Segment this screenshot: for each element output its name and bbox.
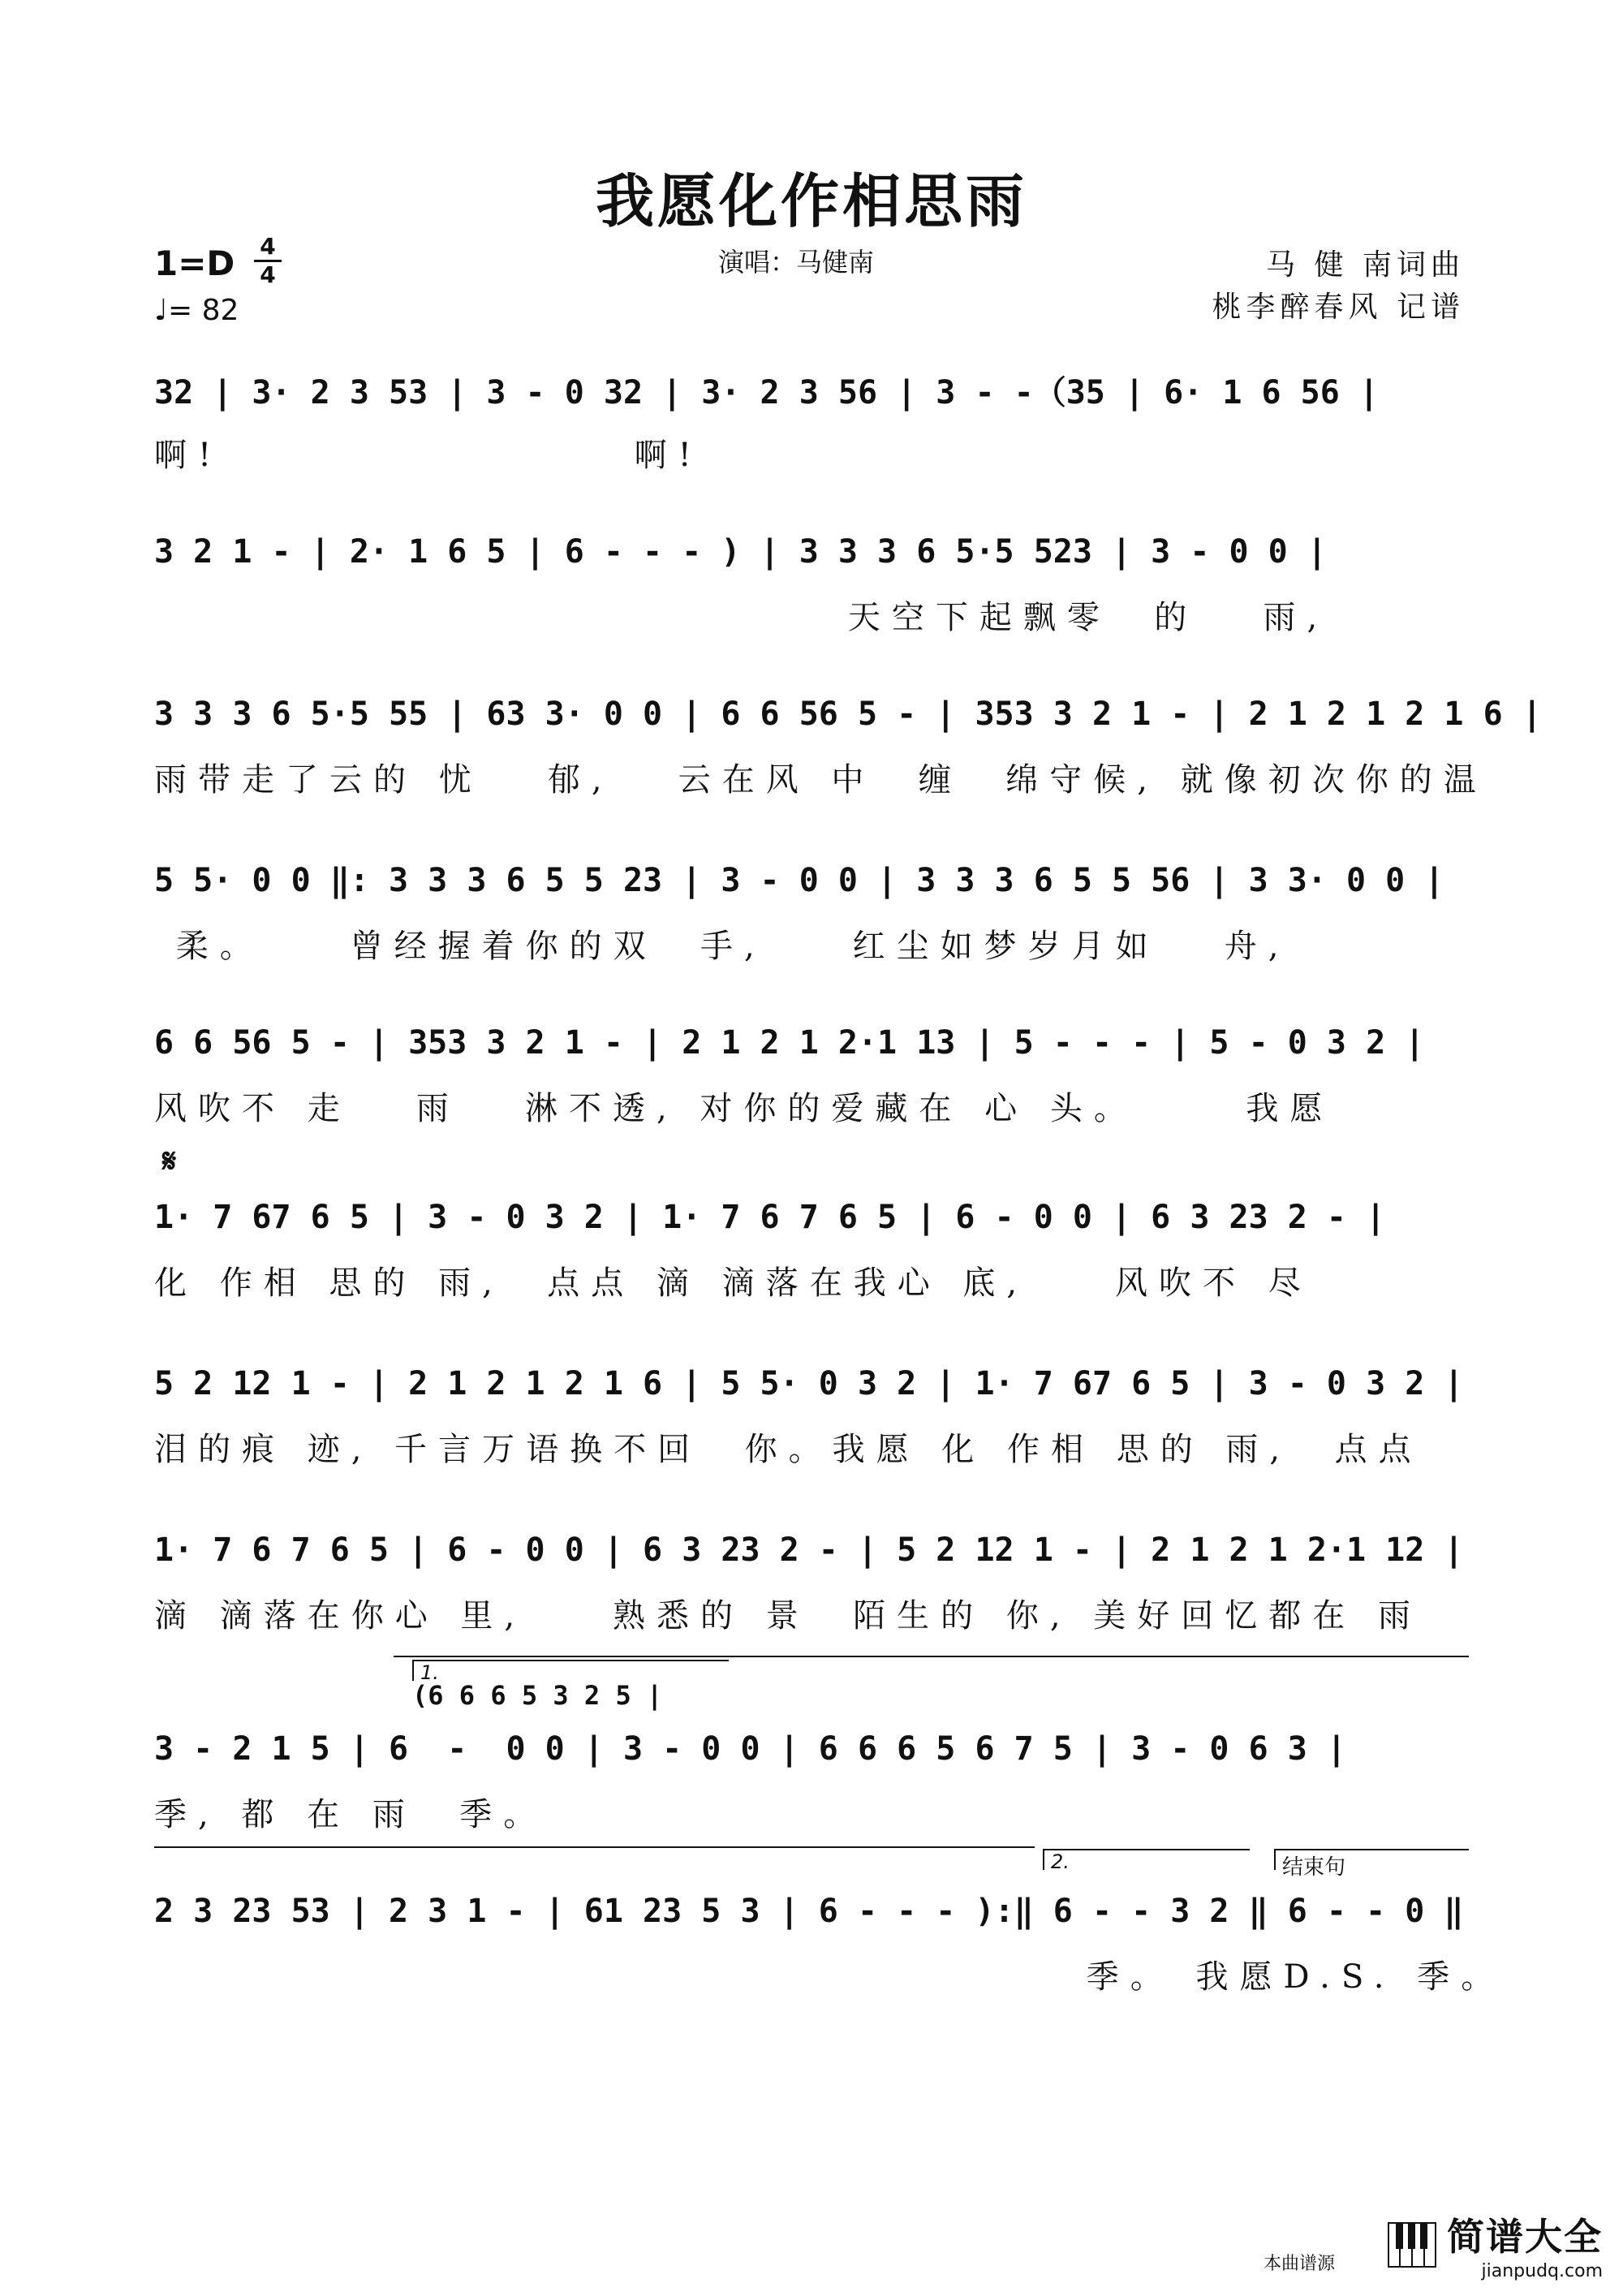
notes-row-6: 1· 7 67 6 5 | 3 - 0 3 2 | 1· 7 6 7 6 5 | 6 - 0 0 | 6 3 23 2 - | bbox=[154, 1199, 1386, 1236]
second-ending-label: 2. bbox=[1043, 1849, 1250, 1870]
lyrics-row-2: 天空下起飘零 的 雨, bbox=[154, 599, 1329, 636]
time-signature bbox=[254, 235, 282, 286]
transcriber-credit: 桃李醉春风 记谱 bbox=[1212, 291, 1465, 324]
notes-row-10: 2 3 23 53 | 2 3 1 - | 61 23 5 3 | 6 - - - ):‖ 6 - - 3 2 ‖ 6 - - 0 ‖ bbox=[154, 1893, 1464, 1930]
lyrics-row-10: 季。 我愿D.S. 季。 bbox=[154, 1958, 1505, 1996]
first-ending-label: 1. bbox=[412, 1660, 729, 1681]
notes-row-1: 32 | 3· 2 3 53 | 3 - 0 32 | 3· 2 3 56 | 3 - -（35 | 6· 1 6 56 | bbox=[154, 373, 1380, 411]
time-top: 4 bbox=[260, 233, 276, 260]
first-ending-bracket bbox=[394, 1656, 1469, 1657]
repeat-bracket bbox=[154, 1846, 1035, 1848]
notes-row-5: 6 6 56 5 - | 353 3 2 1 - | 2 1 2 1 2·1 13 | 5 - - - | 5 - 0 3 2 | bbox=[154, 1024, 1425, 1062]
watermark-brand: 简谱大全 bbox=[1447, 2215, 1603, 2259]
lyrics-row-8: 滴 滴落在你心 里, 熟悉的 景 陌生的 你, 美好回忆都在 雨 bbox=[154, 1597, 1423, 1635]
watermark bbox=[1263, 2208, 1603, 2281]
key-signature: 1=D bbox=[154, 243, 235, 283]
segno-icon: 𝄋 bbox=[162, 1143, 177, 1180]
tempo-marking: ♩= 82 bbox=[154, 294, 239, 327]
lyrics-row-1: 啊! 啊! bbox=[154, 437, 703, 474]
lyrics-row-7: 泪的痕 迹, 千言万语换不回 你。我愿 化 作相 思的 雨, 点点 bbox=[154, 1431, 1423, 1468]
lyrics-row-3: 雨带走了云的 忧 郁, 云在风 中 缠 绵守候, 就像初次你的温 bbox=[154, 761, 1487, 799]
lyrics-row-4: 柔。 曾经握着你的双 手, 红尘如梦岁月如 舟, bbox=[154, 928, 1290, 965]
time-bottom: 4 bbox=[260, 261, 276, 288]
lyrics-row-9: 季, 都 在 雨 季。 bbox=[154, 1796, 548, 1833]
notes-row-7: 5 2 12 1 - | 2 1 2 1 2 1 6 | 5 5· 0 3 2 | 1· 7 67 6 5 | 3 - 0 3 2 | bbox=[154, 1365, 1464, 1402]
notes-row-3: 3 3 3 6 5·5 55 | 63 3· 0 0 | 6 6 56 5 - | 353 3 2 1 - | 2 1 2 1 2 1 6 | bbox=[154, 696, 1542, 733]
piano-keys-icon bbox=[1388, 2222, 1436, 2268]
notes-row-8: 1· 7 6 7 6 5 | 6 - 0 0 | 6 3 23 2 - | 5 2 12 1 - | 2 1 2 1 2·1 12 | bbox=[154, 1531, 1464, 1569]
source-note: 本曲谱源 bbox=[1263, 2254, 1335, 2274]
notes-row-4: 5 5· 0 0 ‖: 3 3 3 6 5 5 23 | 3 - 0 0 | 3 3 3 6 5 5 56 | 3 3· 0 0 | bbox=[154, 862, 1444, 899]
ending-phrase-label: 结束句 bbox=[1274, 1849, 1469, 1870]
first-ending-notes: (6 6 6 5 3 2 5 | bbox=[412, 1680, 663, 1711]
page-title: 我愿化作相思雨 bbox=[595, 166, 1027, 235]
notes-row-2: 3 2 1 - | 2· 1 6 5 | 6 - - - ) | 3 3 3 6 5·5 523 | 3 - 0 0 | bbox=[154, 533, 1327, 571]
notes-row-9: 3 - 2 1 5 | 6 - 0 0 | 3 - 0 0 | 6 6 6 5 6 7 5 | 3 - 0 6 3 | bbox=[154, 1730, 1347, 1768]
singer-credit: 演唱：马健南 bbox=[718, 247, 875, 278]
watermark-url: jianpudq.com bbox=[1481, 2261, 1603, 2281]
lyrics-row-6: 化 作相 思的 雨, 点点 滴 滴落在我心 底, 风吹不 尽 bbox=[154, 1264, 1312, 1302]
lyrics-row-5: 风吹不 走 雨 淋不透, 对你的爱藏在 心 头。 我愿 bbox=[154, 1090, 1334, 1127]
composer-credit: 马 健 南词曲 bbox=[1266, 248, 1465, 282]
